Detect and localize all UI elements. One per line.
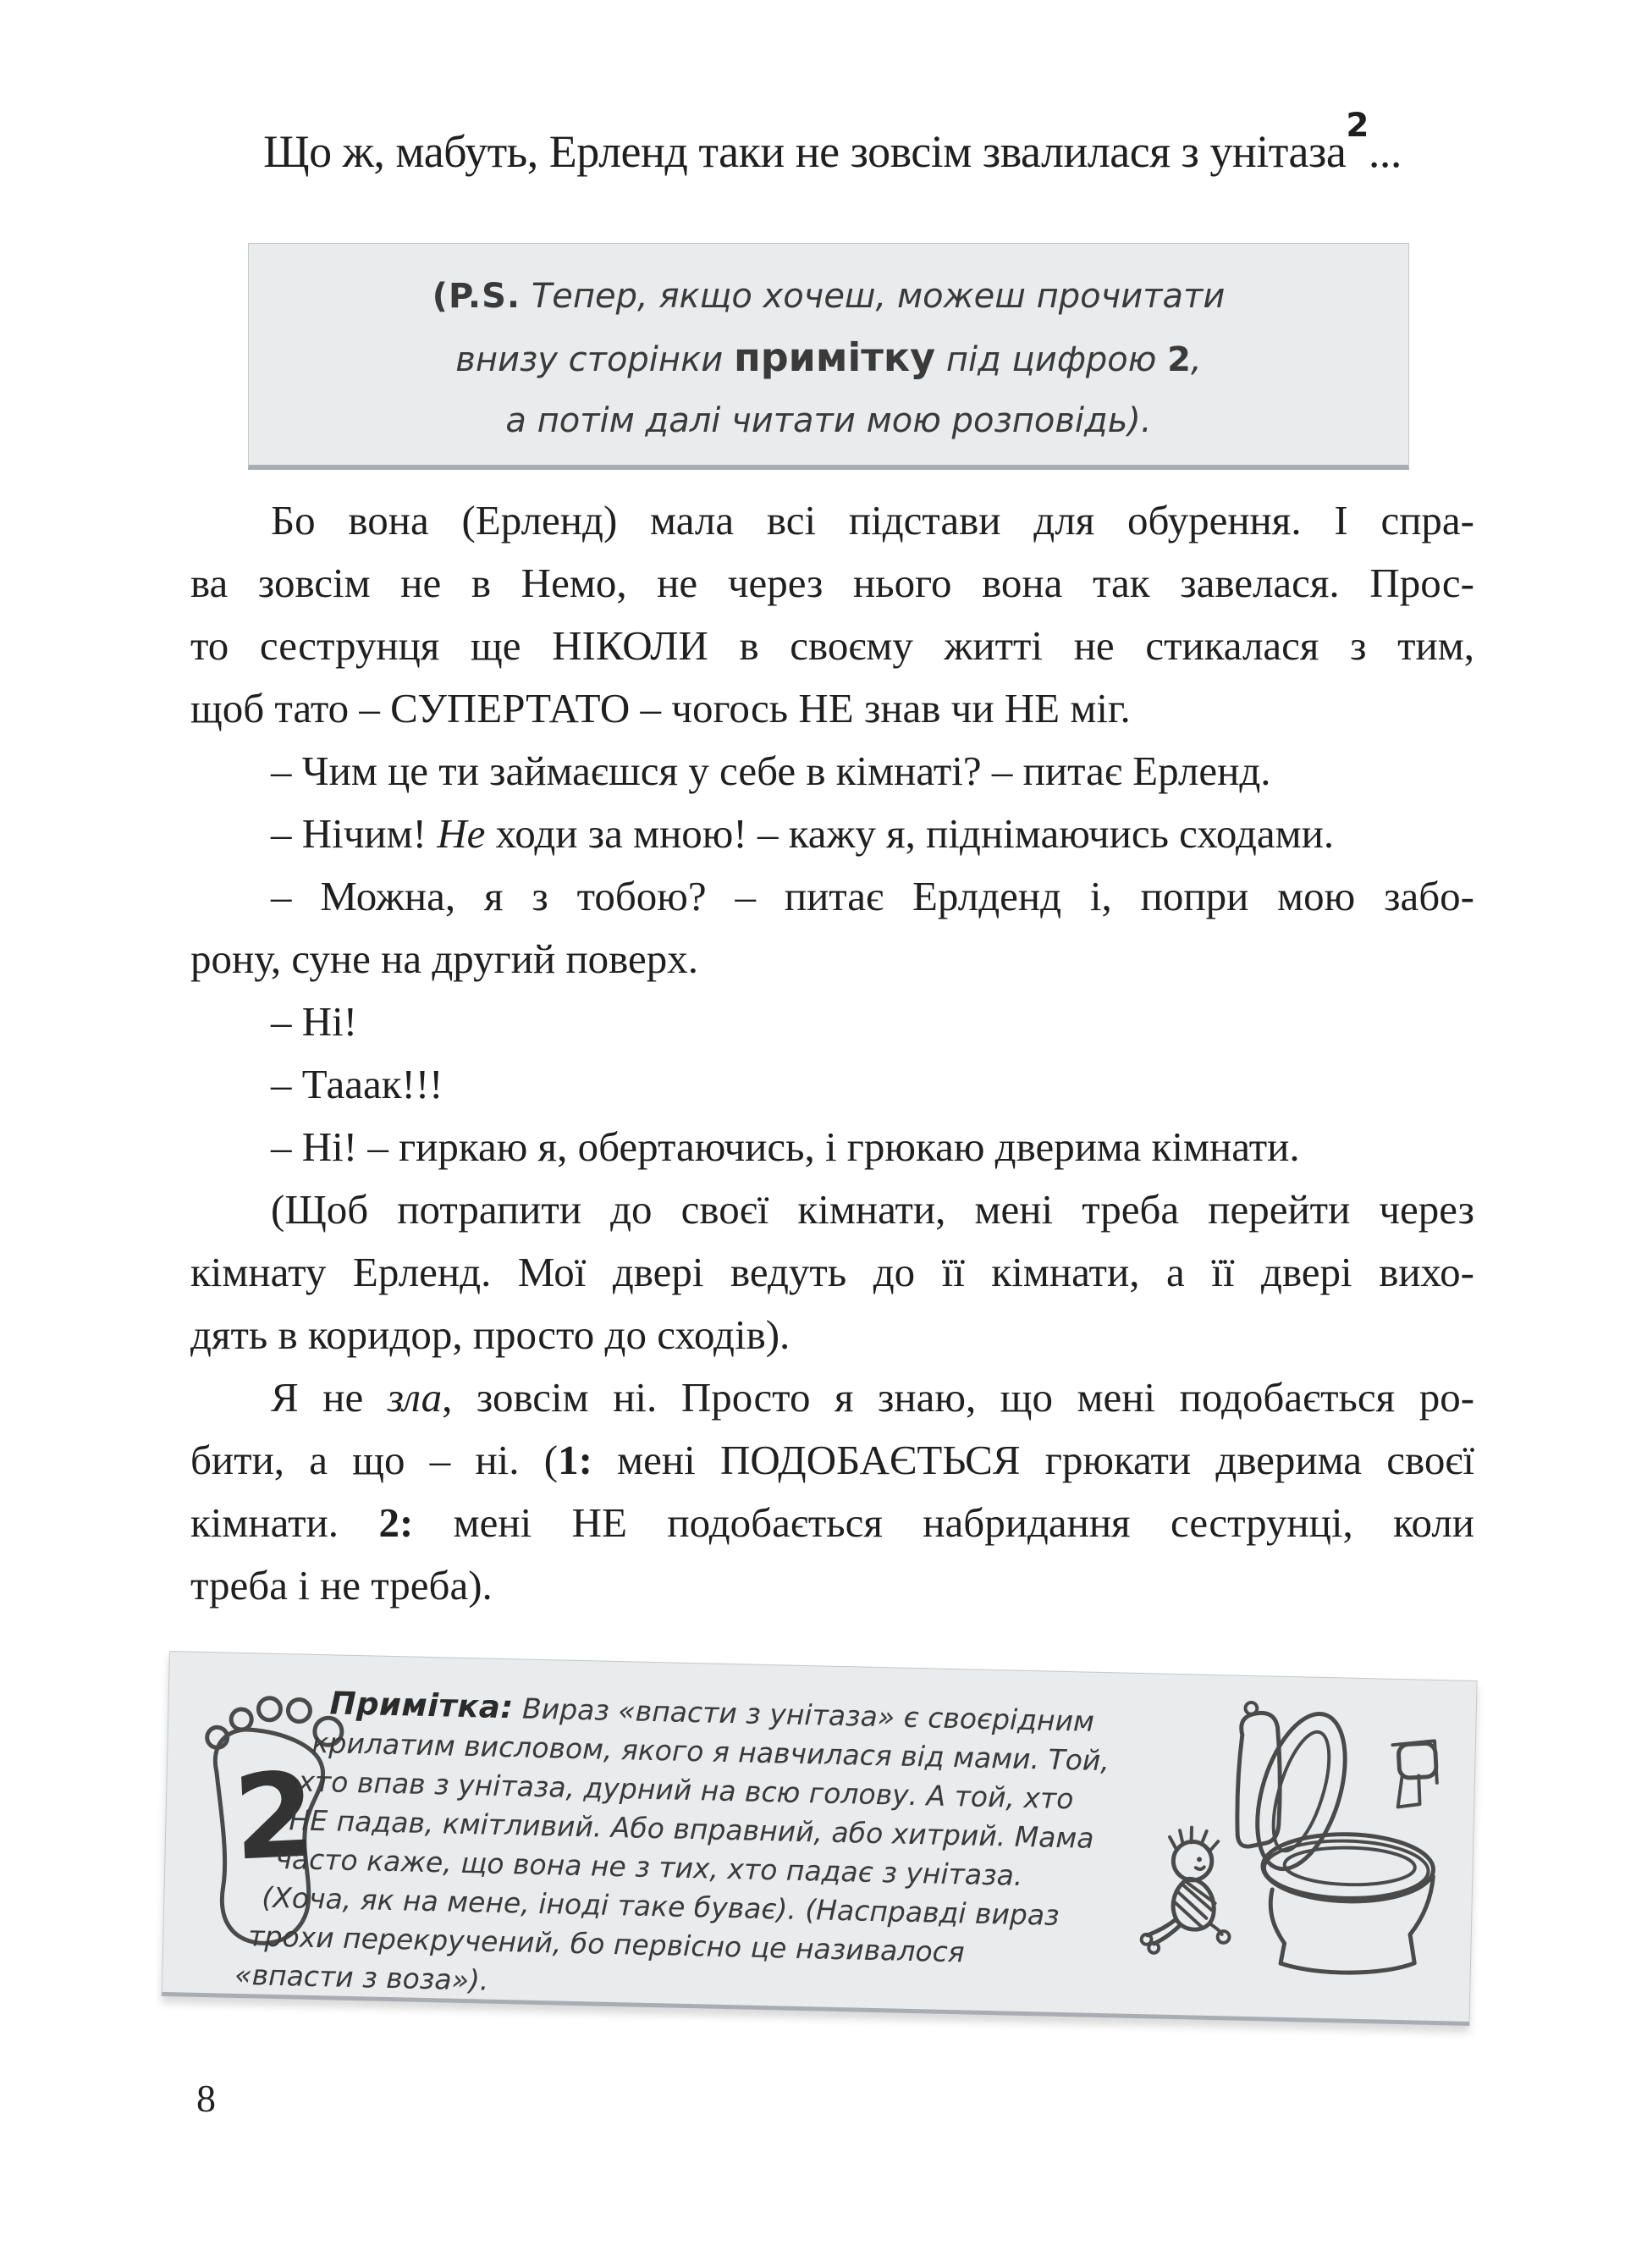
page-title [190,106,1474,178]
text-run: 2: [378,1499,414,1546]
text-run: кімнати. [190,1499,379,1546]
text-run: 2 [1167,340,1191,379]
body-line [190,1053,1474,1116]
page-number: 8 [196,2077,216,2120]
body-line [190,677,1474,740]
text-run: трохи перекручений, бо первісно це називалося [247,1919,966,1969]
body-line [190,740,1474,803]
text-run: – Ні! [271,998,358,1045]
text-run: ва зовсім не в Немо, не через нього вона так завелася. Прос- [190,560,1474,606]
text-run: – Чим це ти займаєшся у себе в кімнаті? – питає Ерленд. [271,748,1271,794]
footnote-box [162,1651,1478,2026]
footnote-text [162,1680,1210,2017]
body-line [190,615,1474,677]
body-line [190,489,1474,552]
body-line [190,1492,1474,1554]
text-run: крилатим висловом, якого я навчилася від мами. Той, [311,1725,1110,1778]
girl-figure [1141,1826,1231,1955]
text-run: мені ПОДОБАЄТЬСЯ грюкати дверима своєї [592,1437,1474,1483]
text-run: (Хоча, як на мене, іноді таке буває). (Насправді вираз [261,1880,1060,1932]
text-run: (P.S. [432,277,521,316]
ps-note-box [248,243,1409,470]
text-run: бити, а що – ні. ( [190,1437,559,1483]
text-run: – Нічим! [271,810,438,857]
text-run: внизу сторінки [455,340,734,379]
text-run: хто впав з унітаза, дурний на всю голову. А той, хто [298,1764,1074,1816]
body-line [190,865,1474,928]
text-run: Вираз «впасти з унітаза» є своєрідним [513,1691,1095,1738]
text-run: НЕ падав, кмітливий. Або вправний, або хитрий. Мама [289,1803,1094,1855]
text-run: – Можна, я з тобою? – питає Ерлденд і, попри мою забо- [271,873,1474,919]
body-line [190,552,1474,615]
text-run: 1: [558,1437,592,1483]
text-run: Я не [271,1374,388,1421]
text-run: кімнату Ерленд. Мої двері ведуть до її кімнати, а її двері вихо- [190,1249,1474,1295]
body-line [190,1554,1474,1617]
text-run: – Тааак!!! [271,1061,443,1107]
title-ellipsis: ... [1368,126,1402,177]
text-run: , [1191,340,1202,379]
ps-line [249,327,1408,390]
footnote-number: 2 [230,1747,318,1887]
ps-line [249,390,1408,451]
ps-line [249,266,1408,327]
body-line [190,1116,1474,1178]
text-run: то сеструнця ще НІКОЛИ в своєму житті не стикалася з тим, [190,622,1474,669]
toilet-illustration [1138,1694,1446,1985]
text-run: Не [437,810,486,857]
body-line [190,928,1474,991]
text-run: ходи за мною! – кажу я, піднімаючись сходами. [485,810,1335,857]
body-line [190,1429,1474,1492]
body-line [190,991,1474,1053]
text-run: рону, суне на другий поверх. [190,935,699,982]
text-run: , зовсім ні. Просто я знаю, що мені подобається ро- [442,1374,1475,1421]
text-run: – Ні! – гиркаю я, обертаючись, і грюкаю дверима кімнати. [271,1123,1300,1170]
text-run: а потім далі читати мою розповідь). [505,401,1152,440]
text-run: Бо вона (Ерленд) мала всі підстави для обурення. І спра- [271,497,1474,544]
text-run: часто каже, що вона не з тих, хто падає з унітаза. [275,1841,1023,1892]
toilet-paper-icon [1391,1740,1438,1807]
body-line [190,1178,1474,1241]
text-run: під цифрою [935,340,1168,379]
text-run: (Щоб потрапити до своєї кімнати, мені треба перейти через [271,1186,1474,1233]
body-line [190,1241,1474,1304]
text-run: Примітка: [329,1685,515,1726]
text-run: «впасти з воза»). [234,1957,489,1997]
text-run: Тепер, якщо хочеш, можеш прочитати [521,277,1226,316]
text-run: примітку [733,334,936,380]
body-text [190,489,1474,1617]
text-run: мені НЕ подобається набридання сеструнці, коли [413,1499,1474,1546]
body-line [190,1304,1474,1366]
body-line [190,803,1474,865]
title-text: Що ж, мабуть, Ерленд таки не зовсім звалилася з унітаза [263,126,1347,177]
text-run: зла [387,1374,443,1421]
text-run: треба і не треба). [190,1562,493,1609]
body-line [190,1366,1474,1429]
text-run: щоб тато – СУПЕРТАТО – чогось НЕ знав чи НЕ міг. [190,685,1131,731]
footnote-reference-2: 2 [1346,106,1369,145]
text-run: дять в коридор, просто до сходів). [190,1311,790,1358]
